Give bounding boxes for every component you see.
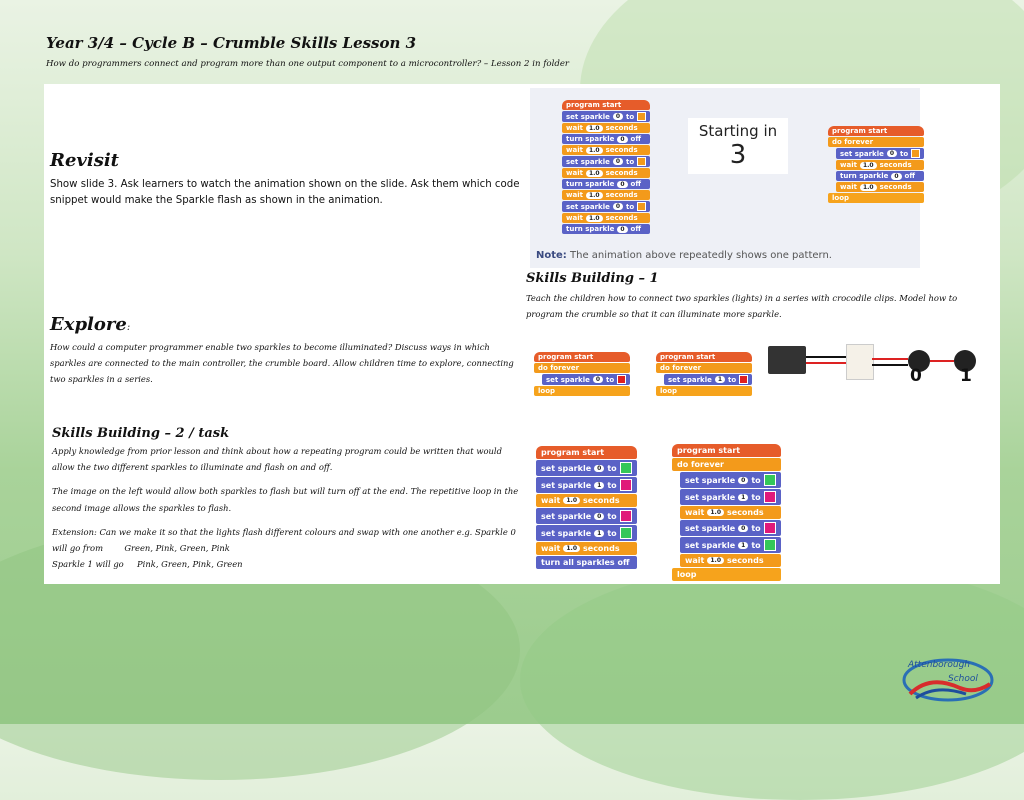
code-snippet-sparkle-1: program start do forever set sparkle 1 to loop [656, 352, 752, 397]
countdown-box [688, 118, 788, 174]
sparkle-1-label: 1 [960, 366, 972, 386]
skills-building-1-title: Skills Building – 1 [526, 271, 659, 286]
logo-line-2: School [948, 674, 978, 684]
explore-section [50, 314, 520, 388]
skills-building-1-body: Teach the children how to connect two sparkles (lights) in a series with crocodile clips. Model how to program the crumble so that it can illuminate more sparkle. [526, 293, 958, 320]
page-title: Year 3/4 – Cycle B – Crumble Skills Lesson 3 [46, 34, 417, 52]
skills-building-1-section [526, 271, 996, 322]
wire [872, 364, 908, 366]
lesson-panel [44, 84, 1000, 584]
countdown-label: Starting in [698, 122, 778, 140]
sparkle-0-label: 0 [910, 366, 922, 386]
page-header [46, 34, 766, 69]
explore-title-suffix: : [126, 322, 131, 333]
slide-note: Note: The animation above repeatedly shows one pattern. [536, 250, 832, 261]
revisit-title: Revisit [50, 150, 119, 171]
crumble-circuit-photo [768, 342, 980, 386]
code-snippet-b: program start do forever set sparkle 0 to wait 1.0 seconds turn sparkle 0 off wait 1.0 seconds loop [828, 126, 924, 204]
skills-building-2-p1: Apply knowledge from prior lesson and think about how a repeating program could be written that would allow the two different sparkles to illuminate and flash on and off. [52, 446, 502, 473]
skills-building-2-title: Skills Building – 2 / task [52, 426, 230, 441]
explore-title: Explore [50, 314, 127, 335]
crumble-board [846, 344, 874, 380]
slide-3-image [530, 88, 920, 268]
battery-pack [768, 346, 806, 374]
explore-body: How could a computer programmer enable two sparkles to become illuminated? Discuss ways in which sparkles are connected to the main controller, the crumble board. Allow children time to explore, connecting two sparkles in a series. [50, 342, 514, 385]
countdown-number: 3 [729, 140, 747, 170]
wire [930, 360, 954, 362]
page-subtitle: How do programmers connect and program more than one output component to a microcontroller? – Lesson 2 in folder [46, 59, 570, 69]
right-column [522, 84, 1000, 584]
wire [806, 362, 846, 364]
left-column [44, 84, 522, 584]
skills-building-2-p4: Sparkle 1 will go Pink, Green, Pink, Green [52, 559, 243, 570]
wire [806, 356, 846, 358]
code-snippet-a: program start set sparkle 0 to wait 1.0 seconds turn sparkle 0 off wait 1.0 seconds set sparkle 0 to wait 1.0 seconds turn sparkle 0 off wait 1.0 seconds set sparkle 0 to wait 1.0 seconds turn sparkle 0 off [562, 100, 650, 235]
code-snippet-sparkle-0: program start do forever set sparkle 0 to loop [534, 352, 630, 397]
skills-building-2-p2: The image on the left would allow both sparkles to flash but will turn off at the end. The repetitive loop in the second image allows the sparkles to flash. [52, 486, 519, 513]
school-logo [900, 654, 1000, 706]
logo-line-1: Attenborough [908, 660, 971, 670]
code-snippet-two-sparkles: program start set sparkle 0 to set sparkle 1 to wait 1.0 seconds set sparkle 0 to set sparkle 1 to wait 1.0 seconds turn all sparkles off [536, 446, 637, 570]
wire [872, 358, 908, 360]
skills-building-2-section [52, 426, 522, 572]
skills-building-2-p3: Extension: Can we make it so that the lights flash different colours and swap with one another e.g. Sparkle 0 will go from Green, Pink, Green, Pink [52, 526, 519, 554]
revisit-section [50, 150, 520, 209]
code-snippet-two-sparkles-loop: program start do forever set sparkle 0 to set sparkle 1 to wait 1.0 seconds set sparkle 0 to set sparkle 1 to wait 1.0 seconds loop [672, 444, 781, 582]
revisit-body: Show slide 3. Ask learners to watch the animation shown on the slide. Ask them which code snippet would make the Sparkle flash as shown in the animation. [50, 179, 520, 206]
